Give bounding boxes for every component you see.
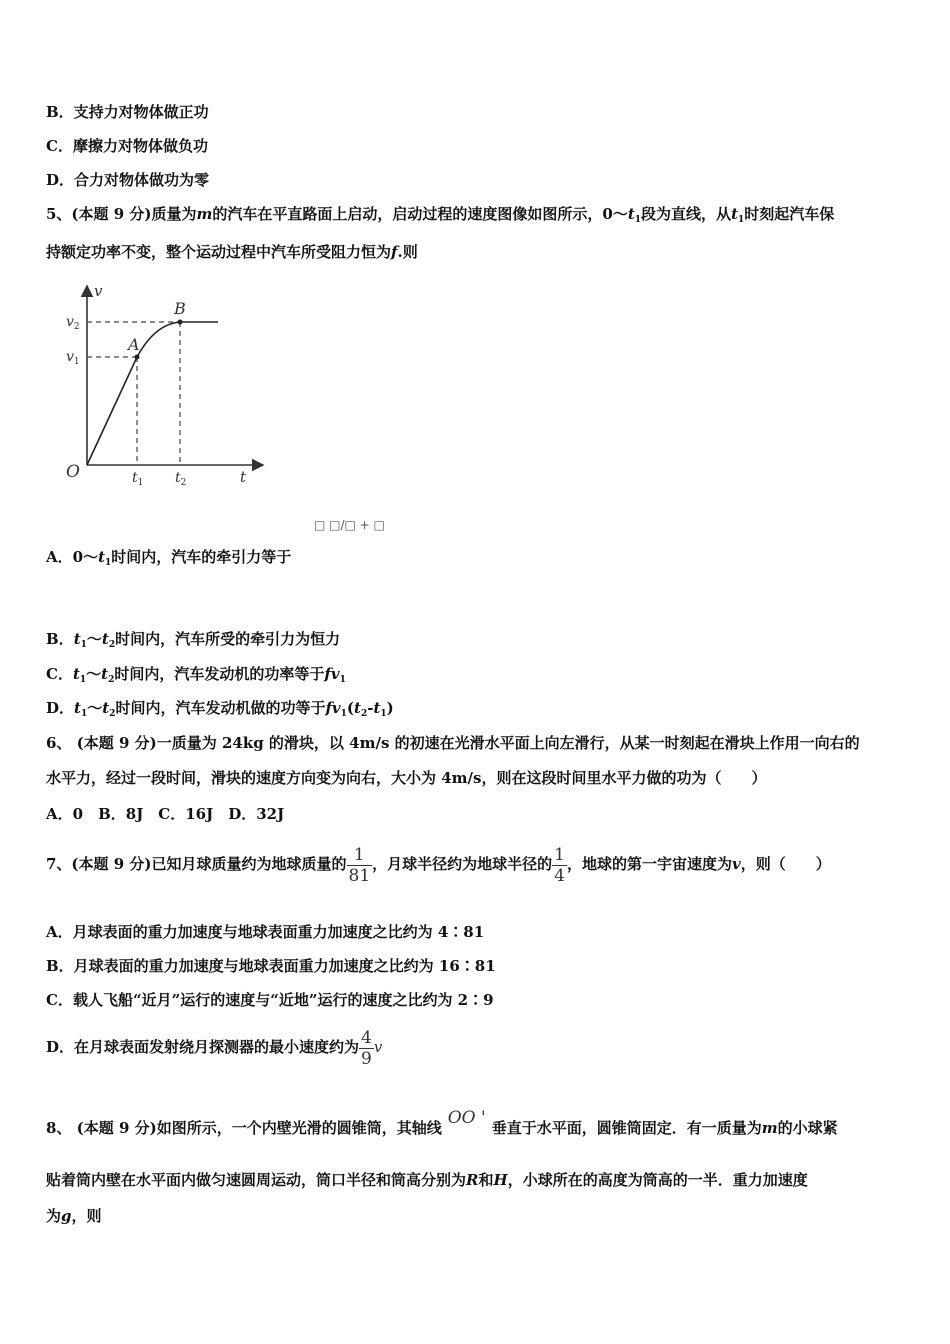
- q5-stem-line2: 持额定功率不变，整个运动过程中汽车所受阻力恒为f.则: [46, 243, 418, 261]
- fraction-4-9: $\frac{4}{9}$: [361, 1027, 372, 1069]
- q4-option-b: B．支持力对物体做正功: [46, 103, 209, 121]
- q7-option-b: B．月球表面的重力加速度与地球表面重力加速度之比约为 16∶81: [46, 957, 496, 975]
- q7-option-c: C．载人飞船“近月”运行的速度与“近地”运行的速度之比约为 2∶9: [46, 991, 494, 1009]
- q5-option-d: D．$t_1\sim t_2$时间内，汽车发动机做的功等于$fv_1(t_2-t_1)$: [46, 699, 394, 719]
- q5-option-a: A．$0\sim t_1$时间内，汽车的牵引力等于: [46, 548, 292, 568]
- q6-stem-line2: 水平力，经过一段时间，滑块的速度方向变为向右，大小为 4m/s，则在这段时间里水平力做的功为（ ）: [46, 769, 767, 787]
- origin-label: O: [66, 462, 80, 482]
- q7-stem: 7、(本题 9 分)已知月球质量约为地球质量的 $\frac{1}{81}$ ，月球半径约为地球半径的 $\frac{1}{4}$ ，地球的第一宇宙速度为v，则（ ）: [46, 844, 831, 886]
- q4-option-d: D．合力对物体做功为零: [46, 171, 210, 189]
- q6-stem-line1: 6、 (本题 9 分)一质量为 24kg 的滑块，以 4m/s 的初速在光滑水平面上向左滑行，从某一时刻起在滑块上作用一向右的: [46, 734, 860, 752]
- point-b-dot: [178, 320, 183, 325]
- fraction-1-4: $\frac{1}{4}$: [554, 844, 565, 886]
- point-b-label: B: [174, 299, 186, 318]
- point-a-label: A: [128, 335, 140, 354]
- velocity-curve: [87, 322, 218, 465]
- q7-option-d: D．在月球表面发射绕月探测器的最小速度约为 $\frac{4}{9}$ v: [46, 1027, 383, 1069]
- point-a-dot: [135, 355, 140, 360]
- q8-stem-line3: 为g，则: [46, 1207, 102, 1225]
- v1-label: $v_1$: [66, 349, 80, 367]
- q4-option-c: C．摩擦力对物体做负功: [46, 137, 208, 155]
- q8-stem-line1: 8、 (本题 9 分)如图所示，一个内壁光滑的圆锥筒，其轴线 OO ' 垂直于水平面，圆锥筒固定．有一质量为m的小球紧: [46, 1108, 838, 1137]
- q6-options: A．0 B．8J C．16J D．32J: [46, 805, 285, 823]
- v-axis-label: v: [94, 282, 103, 300]
- t1-label: $t_1$: [132, 470, 144, 488]
- q8-stem-line2: 贴着筒内壁在水平面内做匀速圆周运动，筒口半径和筒高分别为R和H，小球所在的高度为筒高的一半．重力加速度: [46, 1171, 808, 1189]
- v2-label: $v_2$: [66, 314, 80, 332]
- t2-label: $t_2$: [175, 470, 187, 488]
- q5-option-b: B．$t_1\sim t_2$时间内，汽车所受的牵引力为恒力: [46, 630, 341, 650]
- q5-option-c: C．$t_1\sim t_2$时间内，汽车发动机的功率等于$fv_1$: [46, 665, 346, 685]
- velocity-time-graph: [58, 280, 273, 495]
- q7-option-a: A．月球表面的重力加速度与地球表面重力加速度之比约为 4∶81: [46, 923, 485, 941]
- q5-stem-line1: 5、(本题 9 分)质量为m的汽车在平直路面上启动，启动过程的速度图像如图所示，$0\sim t_1$段为直线，从$t_1$时刻起汽车保: [46, 205, 835, 225]
- t-axis-label: t: [240, 468, 247, 486]
- q5-option-a-formula: □ □/□ + □: [314, 518, 385, 532]
- fraction-1-81: $\frac{1}{81}$: [348, 844, 371, 886]
